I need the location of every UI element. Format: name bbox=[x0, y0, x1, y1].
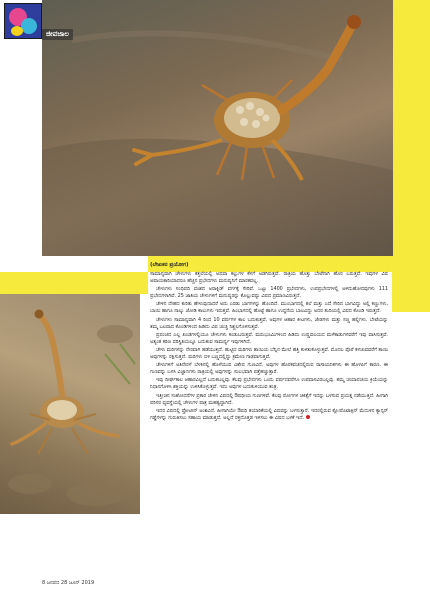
scorpion-illustration-main bbox=[42, 0, 393, 256]
article-paragraph: ಚೇಳು ಮರಿಗಳನ್ನು ನೇರವಾಗಿ ಹಡೆಯುತ್ತದೆ. ಹುಟ್ಟಿದ ಮರಿಗಳು ತಾಯಿಯ ಬೆನ್ನಿನ ಮೇಲೆ ಹತ್ತಿ ಕುಳಿತುಕೊಳ್ಳುತ್ತವೆ. ಮೊದಲ ಪೊರೆ ಕಳಚುವವರೆಗೆ ತಾಯಿ ಅವುಗಳನ್ನು ರಕ್ಷಿಸುತ್ತದೆ. ಮರಿಗಳು ಬಿಳಿ ಬಣ್ಣದಲ್ಲಿದ್ದು ಕ್ರಮೇಣ ಗಾಢವಾಗುತ್ತವೆ. bbox=[150, 346, 388, 361]
article-paragraph: ಚೇಳುಗಳಿಗೆ ಅತಿನೇರಳೆ ಬೆಳಕಿನಲ್ಲಿ ಹೊಳೆಯುವ ವಿಶೇಷ ಗುಣವಿದೆ. ಅವುಗಳ ಹೊರಕವಚದಲ್ಲಿರುವ ರಾಸಾಯನಿಕಗಳು ಈ ಹೊಳಪಿಗೆ ಕಾರಣ. ಈ ಗುಣವನ್ನು ಬಳಸಿ ವಿಜ್ಞಾನಿಗಳು ರಾತ್ರಿಯಲ್ಲಿ ಅವುಗಳನ್ನು ಸುಲಭವಾಗಿ ಪತ್ತೆಹಚ್ಚುತ್ತಾರೆ. bbox=[150, 362, 388, 376]
article-paragraph: ಇತ್ತೀಚಿನ ಸಂಶೋಧನೆಗಳ ಪ್ರಕಾರ ಚೇಳಿನ ವಿಷದಲ್ಲಿ ಔಷಧೀಯ ಗುಣಗಳಿವೆ. ಕೆಲವು ರೋಗಗಳ ಚಿಕಿತ್ಸೆಗೆ ಇದನ್ನು ಬಳಸುವ ಪ್ರಯತ್ನ ನಡೆಯುತ್ತಿದೆ. ಹೀಗಾಗಿ ಪರಿಸರ ವ್ಯವಸ್ಥೆಯಲ್ಲಿ ಚೇಳುಗಳ ಪಾತ್ರ ಮಹತ್ವದ್ದಾಗಿದೆ. bbox=[150, 392, 388, 406]
scorpion-photo-side bbox=[0, 294, 140, 514]
article-byline: (ಲೇಖಕರ ಪ್ರಯೋಗ) bbox=[150, 262, 189, 268]
scorpion-photo-main bbox=[42, 0, 393, 256]
article-body bbox=[150, 262, 388, 552]
article-paragraph: ಸಾಮಾನ್ಯವಾಗಿ ಚೇಳುಗಳು ಕತ್ತಲೆಯಲ್ಲಿ ಅಥವಾ ಕಲ್ಲುಗಳ ಕೆಳಗೆ ಅಡಗಿರುತ್ತವೆ. ರಾತ್ರಿಯ ಹೊತ್ತು ಬೇಟೆಗಾಗಿ ಹೊರ ಬರುತ್ತವೆ. ಇವುಗಳ ವಿಷ ಅಪಾಯಕಾರಿಯಾದರೂ ಹೆಚ್ಚಿನ ಪ್ರಭೇದಗಳು ಮನುಷ್ಯನಿಗೆ ಮಾರಕವಲ್ಲ. bbox=[150, 271, 388, 285]
article-paragraph-text: ಇದರ ವಿಷದಲ್ಲಿ ಪ್ರೋಟೀನ್ ಅಂಶವಿದೆ. ಹೀಗಾಗಿಯೇ ಔಷಧಿ ತಯಾರಿಕೆಯಲ್ಲಿ ವಿಷವನ್ನು ಬಳಸುತ್ತಾರೆ. ಇದರಲ್ಲಿರುವ ಕ್ಲೋರೊಟಾಕ್ಸಿನ್ ಮೆದುಳಿನ ಕ್ಯಾನ್ಸರ್ ಗಡ್ಡೆಗಳನ್ನು ಗುರುತಿಸಲು ಸಹಾಯ ಮಾಡುತ್ತದೆ. ಅಲ್ಲದೆ ರಕ್ತದೊತ್ತಡ ಇಳಿಸಲು ಈ ವಿಷದ ಬಳಕೆ ಇದೆ. bbox=[150, 407, 388, 421]
article-paragraph: ಚೇಳುಗಳು ಸಾಮಾನ್ಯವಾಗಿ 4 ರಿಂದ 10 ವರ್ಷಗಳ ಕಾಲ ಬದುಕುತ್ತವೆ. ಅವುಗಳ ಆಹಾರ ಕೀಟಗಳು, ಜೇಡಗಳು ಮತ್ತು ಸಣ್ಣ ಹಲ್ಲಿಗಳು. ಬೇಟೆಯನ್ನು ತಮ್ಮ ಬಲವಾದ ಕೊಂಡಿಗಳಿಂದ ಹಿಡಿದು ವಿಷ ಚುಚ್ಚಿ ನಿಶ್ಚಲಗೊಳಿಸುತ್ತವೆ. bbox=[150, 316, 388, 330]
section-label: ಜೀವಜಾಲ bbox=[42, 29, 73, 40]
end-mark-icon bbox=[306, 415, 310, 419]
article-paragraph-last bbox=[150, 408, 388, 422]
article-paragraph: ಪ್ರಪಂಚದ ಎಲ್ಲ ಖಂಡಗಳಲ್ಲಿಯೂ ಚೇಳುಗಳು ಕಂಡುಬರುತ್ತವೆ. ಮರುಭೂಮಿಗಳಿಂದ ಹಿಡಿದು ಉಷ್ಣವಲಯದ ಮಳೆಕಾಡುಗಳವರೆಗೆ ಇವು ವಾಸಿಸುತ್ತವೆ. ಅತ್ಯಂತ ಕಠಿಣ ಪರಿಸ್ಥಿತಿಯಲ್ಲೂ ಬದುಕುವ ಸಾಮರ್ಥ್ಯ ಇವುಗಳಿಗಿದೆ. bbox=[150, 331, 388, 345]
yellow-banner-left bbox=[0, 272, 148, 294]
article-paragraph: ಇವು ದೀರ್ಘಕಾಲ ಆಹಾರವಿಲ್ಲದೆ ಬದುಕಬಲ್ಲವು. ಕೆಲವು ಪ್ರಭೇದಗಳು ಒಂದು ವರ್ಷದವರೆಗೂ ಉಪವಾಸವಿರಬಲ್ಲವು. ತಮ್ಮ ಚಯಾಪಚಯ ಕ್ರಿಯೆಯನ್ನು ನಿಧಾನಗೊಳಿಸಿ ಶಕ್ತಿಯನ್ನು ಉಳಿಸಿಕೊಳ್ಳುತ್ತವೆ. ಇದು ಅವುಗಳ ಬದುಕುಳಿಯುವ ತಂತ್ರ. bbox=[150, 377, 388, 391]
magazine-logo bbox=[4, 3, 42, 39]
page-footer: 8 ಜನಪದ 28 ಜೂನ್ 2019 bbox=[42, 580, 95, 586]
article-paragraph: ಚೇಳಿನ ದೇಹದ ಕುರಿತು ಹೇಳುವುದಾದರೆ ಅದು ಎರಡು ಭಾಗಗಳನ್ನು ಹೊಂದಿದೆ. ಮುಂಭಾಗದಲ್ಲಿ ತಲೆ ಮತ್ತು ಎದೆ ಸೇರಿದ ಭಾಗವಿದ್ದು ಅಲ್ಲಿ ಕಣ್ಣುಗಳು, ಬಾಯಿ ಹಾಗೂ ನಾಲ್ಕು ಜೋಡಿ ಕಾಲುಗಳು ಇರುತ್ತವೆ. ಹಿಂಭಾಗದಲ್ಲಿ ಹೊಟ್ಟೆ ಹಾಗೂ ಉದ್ದನೆಯ ಬಾಲವಿದ್ದು ಅದರ ತುದಿಯಲ್ಲಿ ವಿಷದ ಕೊಂಡಿ ಇರುತ್ತದೆ. bbox=[150, 301, 388, 315]
scorpion-illustration-side bbox=[0, 294, 140, 514]
article-paragraph: ಚೇಳುಗಳು ಸಂಧಿಪದಿ ವಂಶದ ಅರಾಕ್ನಿಡ್ ವರ್ಗಕ್ಕೆ ಸೇರಿವೆ. ಒಟ್ಟು 1400 ಪ್ರಭೇದಗಳು, ಉಪಪ್ರಭೇದಗಳಲ್ಲಿ ಅಳಿದುಹೋದವುಗಳು 111 ಪ್ರಭೇದಗಳಾಗಿವೆ. 25 ಜಾತಿಯ ಚೇಳುಗಳಿಗೆ ಮನುಷ್ಯರನ್ನು ಕೊಲ್ಲುವಷ್ಟು ವಿಷದ ಪ್ರಮಾಣವಿರುತ್ತದೆ. bbox=[150, 286, 388, 300]
